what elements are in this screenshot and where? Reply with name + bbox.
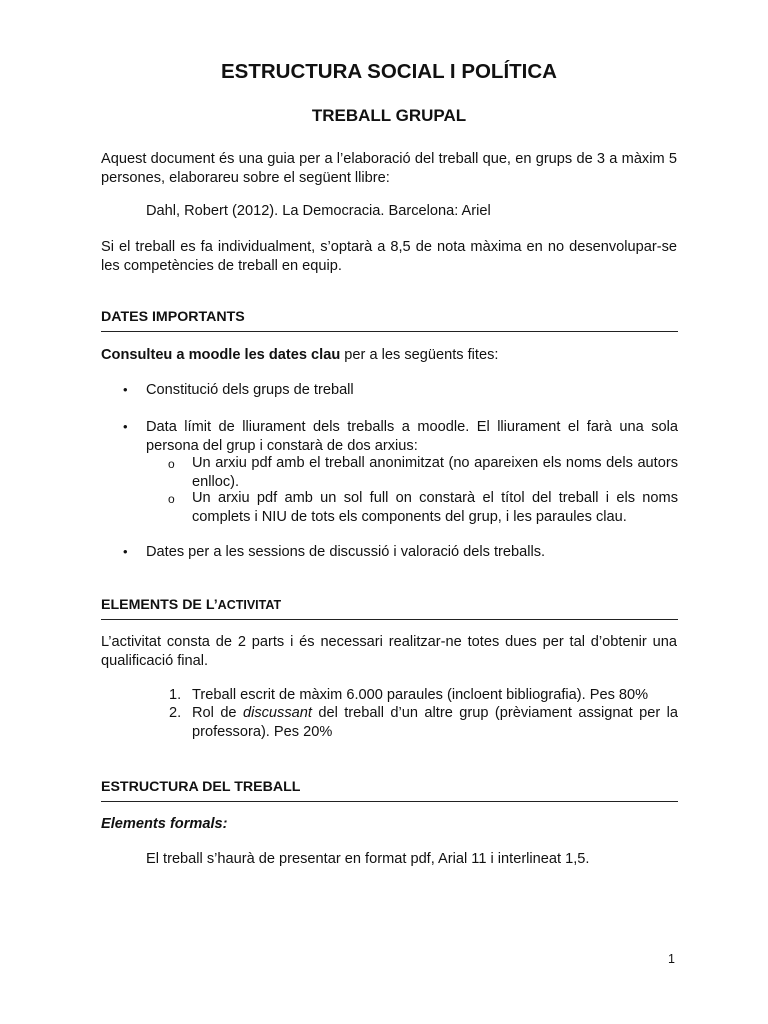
formal-elements-text: El treball s’haurà de presentar en format pdf, Arial 11 i interlineat 1,5. (146, 851, 590, 867)
list-item (123, 543, 678, 562)
bullet-icon: • (123, 419, 128, 434)
section-heading-structure: ESTRUCTURA DEL TREBALL (101, 778, 678, 802)
numbered-item-text-post: del treball d’un altre grup (prèviament assignat per la professora). Pes 20% (192, 705, 678, 740)
bullet-icon: • (123, 544, 128, 559)
individual-note: Si el treball es fa individualment, s’optarà a 8,5 de nota màxima en no desenvolupar-se les competències de treball en equip. (101, 239, 677, 274)
numbered-item-text: Treball escrit de màxim 6.000 paraules (incloent bibliografia). Pes 80% (192, 687, 649, 703)
sub-list-item (168, 454, 678, 491)
book-reference: Dahl, Robert (2012). La Democracia. Barcelona: Ariel (146, 203, 491, 219)
page-number: 1 (668, 952, 675, 966)
list-item (123, 381, 678, 400)
circle-bullet-icon: o (168, 457, 175, 471)
item-number: 2. (169, 705, 182, 721)
intro-paragraph: Aquest document és una guia per a l’elaboració del treball que, en grups de 3 a màxim 5 persones, elaborareu sobre el següent llibre: (101, 151, 677, 186)
formal-elements-label: Elements formals: (101, 816, 228, 832)
list-item (123, 418, 678, 455)
elements-paragraph: L’activitat consta de 2 parts i és necessari realitzar-ne totes dues per tal d’obtenir una qualificació final. (101, 634, 677, 669)
document-subtitle: TREBALL GRUPAL (311, 106, 467, 125)
sub-list-item-text: Un arxiu pdf amb el treball anonimitzat (no apareixen els noms dels autors enlloc). (192, 455, 678, 490)
dates-lead (101, 346, 677, 365)
list-item-text: Constitució dels grups de treball (146, 382, 354, 398)
item-number: 1. (169, 687, 182, 703)
numbered-item (169, 704, 678, 741)
bullet-icon: • (123, 382, 128, 397)
section-heading-dates: DATES IMPORTANTS (101, 308, 678, 332)
list-item-text: Data límit de lliurament dels treballs a moodle. El lliurament el farà una sola persona del grup i constarà de dos arxius: (146, 419, 678, 454)
section-heading-elements (101, 596, 678, 620)
sub-list-item (168, 489, 678, 526)
document-title: ESTRUCTURA SOCIAL I POLÍTICA (221, 60, 557, 83)
circle-bullet-icon: o (168, 492, 175, 506)
heading-small-caps-text: ACTIVITAT (217, 598, 282, 612)
dates-lead-rest: per a les següents fites: (340, 347, 499, 363)
numbered-item (169, 686, 678, 705)
list-item-text: Dates per a les sessions de discussió i valoració dels treballs. (146, 544, 546, 560)
numbered-item-text-pre: Rol de (192, 705, 243, 721)
sub-list-item-text: Un arxiu pdf amb un sol full on constarà el títol del treball i els noms complets i NIU de tots els components del grup, i les paraules clau. (192, 490, 678, 525)
dates-lead-bold: Consulteu a moodle les dates clau (101, 347, 341, 363)
heading-main-text: ELEMENTS DE L’ (101, 597, 218, 613)
numbered-item-emphasis: discussant (242, 705, 312, 721)
